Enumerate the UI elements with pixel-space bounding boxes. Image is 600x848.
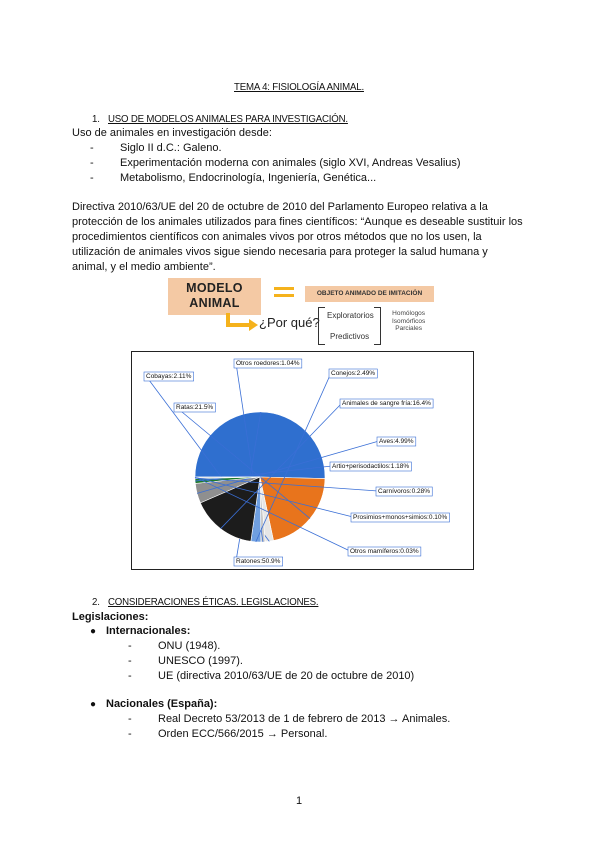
internacionales-text: Internacionales: xyxy=(106,625,191,637)
side-note xyxy=(392,310,425,333)
slice-label: Artio+perisodactilos:1.18% xyxy=(332,463,410,470)
side-note-line: Parciales xyxy=(395,325,422,332)
section1-intro: Uso de animales en investigación desde: xyxy=(72,127,272,139)
equals-bar-top xyxy=(274,287,294,290)
slice-label: Aves:4.99% xyxy=(379,438,414,445)
directive-paragraph xyxy=(72,200,572,275)
brace-item-exploratorios: Exploratorios xyxy=(327,311,374,320)
slice-label: Animales de sangre fría:16.4% xyxy=(342,400,431,407)
modelo-animal-box xyxy=(168,278,261,315)
modelo-line1: MODELO xyxy=(186,281,243,295)
paragraph-line: utilización de animales vivos sigue siendo necesaria para proteger la salud humana y xyxy=(72,246,488,258)
slice-label: Cobayas:2.11% xyxy=(146,373,192,380)
list-item-text: UNESCO (1997). xyxy=(158,655,243,667)
list-item-text: Orden ECC/566/2015 → Personal. xyxy=(158,728,328,740)
left-bracket xyxy=(318,307,325,345)
bullet-text: Siglo II d.C.: Galeno. xyxy=(120,142,222,154)
slice-label: Ratones:50.9% xyxy=(236,558,281,565)
list-item: - UNESCO (1997). xyxy=(128,655,243,667)
bullet-item: - Experimentación moderna con animales (siglo XVI, Andreas Vesalius) xyxy=(90,157,461,169)
slice-label: Otros roedores:1.04% xyxy=(236,360,300,367)
section2-number: 2. xyxy=(92,596,100,608)
pie-chart xyxy=(132,352,473,569)
slice-label: Ratas:21.5% xyxy=(176,404,214,411)
bullet-item: - Siglo II d.C.: Galeno. xyxy=(90,142,222,154)
side-note-line: Isomórficos xyxy=(392,317,426,325)
page-title: TEMA 4: FISIOLOGÍA ANIMAL. xyxy=(234,81,364,93)
list-item: - Orden ECC/566/2015 → Personal. xyxy=(128,728,328,740)
slice-label: Carnívoros:0.28% xyxy=(378,488,431,495)
slice-label: Conejos:2.49% xyxy=(331,370,376,377)
section1-number: 1. xyxy=(92,113,100,125)
slice-label: Otros mamíferos:0.03% xyxy=(350,548,419,555)
chart-frame xyxy=(131,351,474,570)
modelo-line2: ANIMAL xyxy=(189,296,240,310)
paragraph-line: Directiva 2010/63/UE del 20 de octubre de 2010 del Parlamento Europeo relativa a la xyxy=(72,201,488,213)
equals-bar-bottom xyxy=(274,294,294,297)
list-item-text: ONU (1948). xyxy=(158,640,221,652)
bullet-text: Metabolismo, Endocrinología, Ingeniería, Genética... xyxy=(120,172,377,184)
right-bracket xyxy=(374,307,381,345)
bullet-item: - Metabolismo, Endocrinología, Ingeniería, Genética... xyxy=(90,172,377,184)
section2-heading: CONSIDERACIONES ÉTICAS. LEGISLACIONES. xyxy=(108,596,319,608)
side-note-line: Homólogos xyxy=(392,310,426,317)
nacionales-label: ● Nacionales (España): xyxy=(90,698,218,710)
brace-item-predictivos: Predictivos xyxy=(330,332,370,341)
paragraph-line: animal, y el medio ambiente”. xyxy=(72,261,216,273)
nacionales-text: Nacionales (España): xyxy=(106,698,218,710)
bullet-text: Experimentación moderna con animales (siglo XVI, Andreas Vesalius) xyxy=(120,157,461,169)
list-item: - UE (directiva 2010/63/UE de 20 de octubre de 2010) xyxy=(128,670,415,682)
legislaciones-label: Legislaciones: xyxy=(72,611,149,623)
arrow-icon xyxy=(222,313,262,335)
list-item-text: Real Decreto 53/2013 de 1 de febrero de 2013 → Animales. xyxy=(158,713,451,725)
internacionales-label: ● Internacionales: xyxy=(90,625,191,637)
page-number: 1 xyxy=(296,795,303,807)
list-item: - ONU (1948). xyxy=(128,640,221,652)
section1-heading: USO DE MODELOS ANIMALES PARA INVESTIGACIÓN. xyxy=(108,113,348,125)
objeto-animado-box: OBJETO ANIMADO DE IMITACIÓN xyxy=(305,286,434,302)
paragraph-line: protección de los animales utilizados para fines científicos: “Aunque es deseable sustituir los xyxy=(72,216,523,228)
list-item: - Real Decreto 53/2013 de 1 de febrero de 2013 → Animales. xyxy=(128,713,451,725)
por-que-text: ¿Por qué? xyxy=(259,315,320,330)
paragraph-line: procedimientos científicos con animales vivos por otros métodos que no los usen, la xyxy=(72,231,482,243)
list-item-text: UE (directiva 2010/63/UE de 20 de octubre de 2010) xyxy=(158,670,415,682)
slice-label: Prosimios+monos+simios:0.10% xyxy=(353,514,448,521)
